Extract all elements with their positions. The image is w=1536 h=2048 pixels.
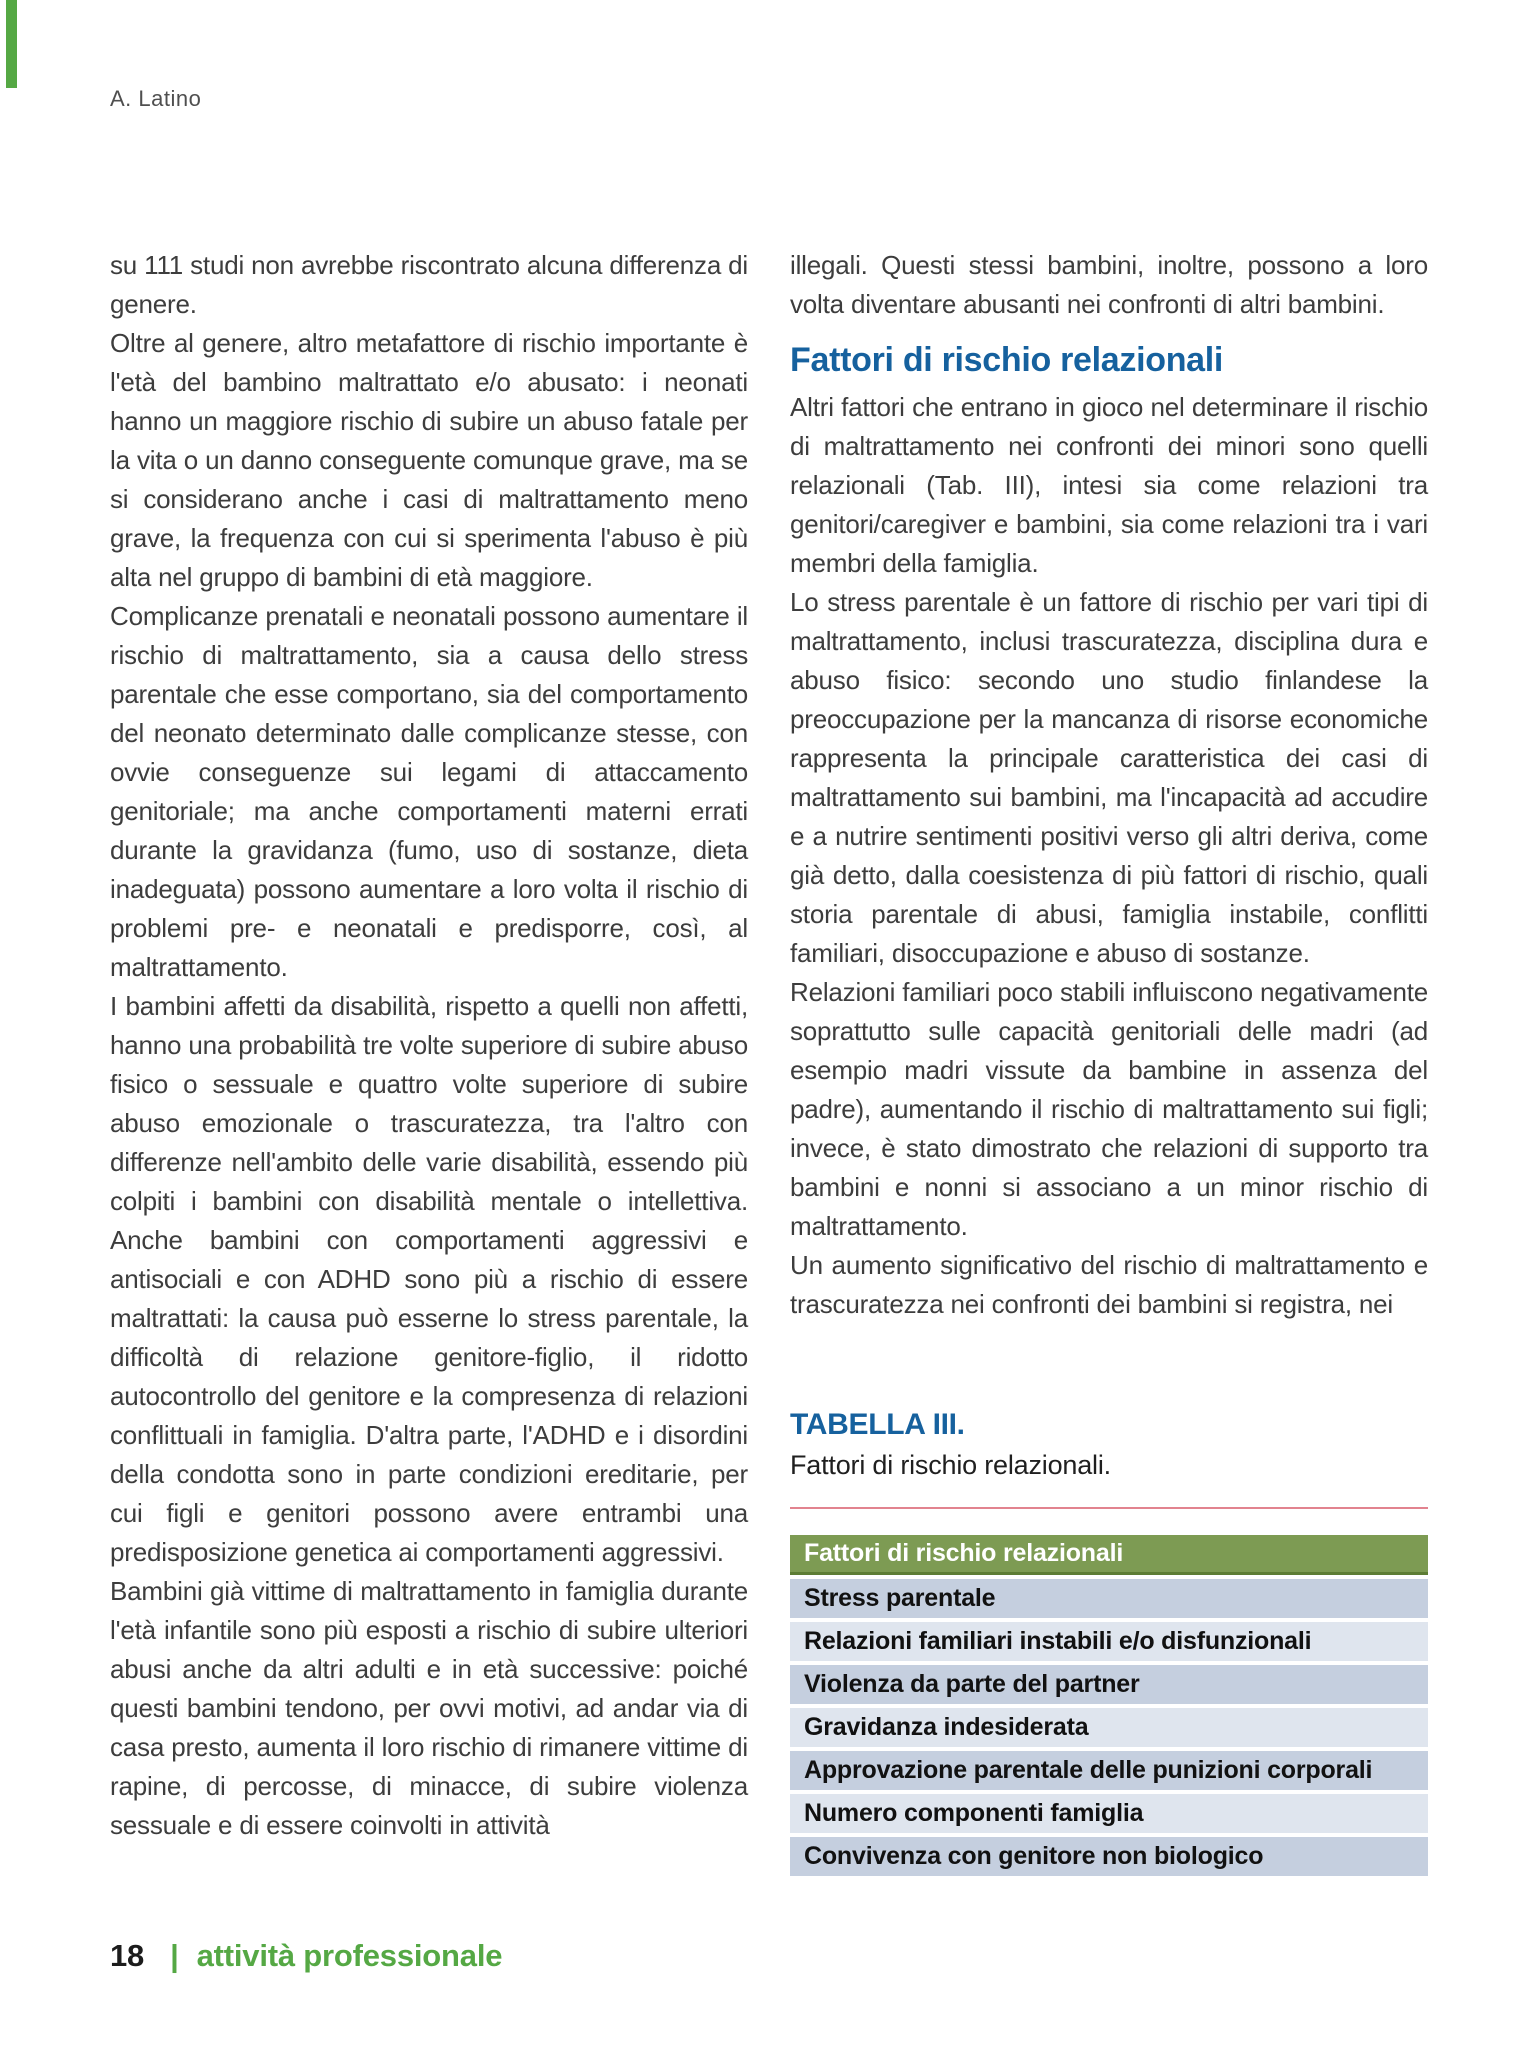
table-row: Violenza da parte del partner [790, 1661, 1428, 1704]
table-block [790, 1408, 1428, 1876]
running-header-author: A. Latino [110, 86, 202, 111]
table-caption: Fattori di rischio relazionali. [790, 1450, 1111, 1480]
table-row: Relazioni familiari instabili e/o disfunzionali [790, 1618, 1428, 1661]
table-row: Stress parentale [790, 1575, 1428, 1618]
table-row: Gravidanza indesiderata [790, 1704, 1428, 1747]
divider-rule [790, 1507, 1428, 1509]
page-footer [110, 1938, 502, 1974]
body-paragraph: Oltre al genere, altro metafattore di rischio importante è l'età del bambino maltrattato e/o abusato: i neonati hanno un maggiore rischio di subire un abuso fatale per la vita o un danno conseguente comunque grave, ma se si considerano anche i casi di maltrattamento meno grave, la frequenza con cui si sperimenta l'abuso è più alta nel gruppo di bambini di età maggiore. [110, 328, 748, 592]
table-row: Numero componenti famiglia [790, 1790, 1428, 1833]
body-paragraph: I bambini affetti da disabilità, rispetto a quelli non affetti, hanno una probabilità tre volte superiore di subire abuso fisico o sessuale e quattro volte superiore di subire abuso emozionale o trascuratezza, tra l'altro con differenze nell'ambito delle varie disabilità, essendo più colpiti i bambini con disabilità mentale o intellettiva. Anche bambini con comportamenti aggressivi e antisociali e con ADHD sono più a rischio di essere maltrattati: la causa può esserne lo stress parentale, la difficoltà di relazione genitore-figlio, il ridotto autocontrollo del genitore e la compresenza di relazioni conflittuali in famiglia. D'altra parte, l'ADHD e i disordini della condotta sono in parte condizioni ereditarie, per cui figli e genitori possono avere entrambi una predisposizione genetica ai comportamenti aggressivi. [110, 991, 748, 1567]
table-row: Approvazione parentale delle punizioni corporali [790, 1747, 1428, 1790]
section-heading: Fattori di rischio relazionali [790, 341, 1224, 379]
table-header-row: Fattori di rischio relazionali [790, 1535, 1428, 1575]
body-paragraph: Un aumento significativo del rischio di maltrattamento e trascuratezza nei confronti dei bambini si registra, nei [790, 1250, 1428, 1319]
body-paragraph: su 111 studi non avrebbe riscontrato alcuna differenza di genere. [110, 250, 748, 319]
footer-separator: | [170, 1938, 179, 1973]
body-paragraph: Lo stress parentale è un fattore di rischio per vari tipi di maltrattamento, inclusi trascuratezza, disciplina dura e abuso fisico: secondo uno studio finlandese la preoccupazione per la mancanza di risorse economiche rappresenta la principale caratteristica dei casi di maltrattamento sui bambini, ma l'incapacità ad accudire e a nutrire sentimenti positivi verso gli altri deriva, come già detto, dalla coesistenza di più fattori di rischio, quali storia parentale di abusi, famiglia instabile, conflitti familiari, disoccupazione e abuso di sostanze. [790, 587, 1428, 968]
table-row: Convivenza con genitore non biologico [790, 1833, 1428, 1876]
risk-factors-table [790, 1535, 1428, 1876]
body-paragraph: Complicanze prenatali e neonatali possono aumentare il rischio di maltrattamento, sia a causa dello stress parentale che esse comportano, sia del comportamento del neonato determinato dalle complicanze stesse, con ovvie conseguenze sui legami di attaccamento genitoriale; ma anche comportamenti materni errati durante la gravidanza (fumo, uso di sostanze, dieta inadeguata) possono aumentare a loro volta il rischio di problemi pre- e neonatali e predisporre, così, al maltrattamento. [110, 601, 748, 982]
right-column [790, 246, 1428, 1324]
body-paragraph: illegali. Questi stessi bambini, inoltre, possono a loro volta diventare abusanti nei confronti di altri bambini. [790, 250, 1428, 319]
body-paragraph: Relazioni familiari poco stabili influiscono negativamente soprattutto sulle capacità genitoriali delle madri (ad esempio madri vissute da bambine in assenza del padre), aumentando il rischio di maltrattamento sui figli; invece, è stato dimostrato che relazioni di supporto tra bambini e nonni si associano a un minor rischio di maltrattamento. [790, 977, 1428, 1241]
page-number: 18 [110, 1938, 145, 1973]
footer-section-title: attività professionale [196, 1938, 503, 1973]
body-paragraph: Bambini già vittime di maltrattamento in famiglia durante l'età infantile sono più esposti a rischio di subire ulteriori abusi anche da altri adulti e in età successive: poiché questi bambini tendono, per ovvi motivi, ad andar via di casa presto, aumenta il loro rischio di rimanere vittime di rapine, di percosse, di minacce, di subire violenza sessuale e di essere coinvolti in attività [110, 1576, 748, 1840]
table-label: TABELLA III. [790, 1408, 965, 1441]
section-color-tab [6, 0, 17, 88]
body-paragraph: Altri fattori che entrano in gioco nel determinare il rischio di maltrattamento nei confronti dei minori sono quelli relazionali (Tab. III), intesi sia come relazioni tra genitori/caregiver e bambini, sia come relazioni tra i vari membri della famiglia. [790, 392, 1428, 578]
left-column [110, 246, 748, 1845]
